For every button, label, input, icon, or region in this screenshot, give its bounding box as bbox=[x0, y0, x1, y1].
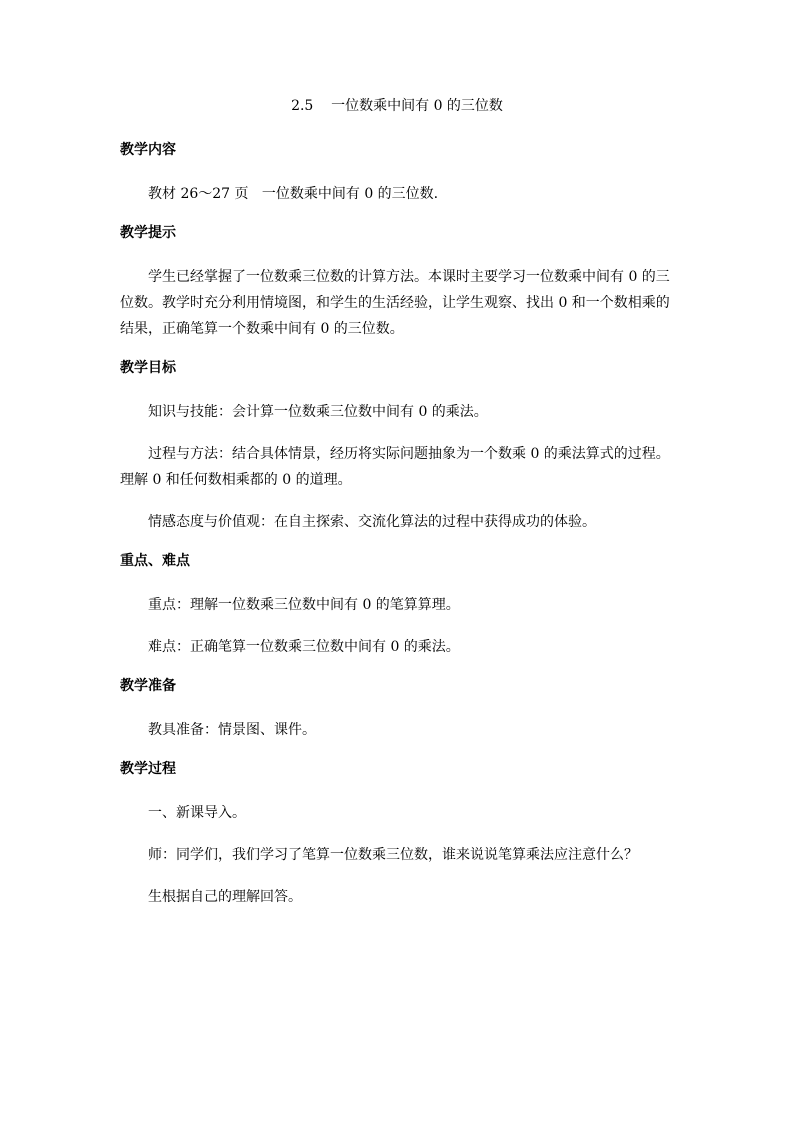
paragraph: 教具准备：情景图、课件。 bbox=[148, 722, 316, 738]
section-heading: 教学提示 bbox=[120, 225, 176, 241]
paragraph: 教材 26～27 页 一位数乘中间有 0 的三位数. bbox=[148, 186, 439, 202]
document-body bbox=[120, 140, 682, 926]
paragraph: 生根据自己的理解回答。 bbox=[148, 889, 302, 905]
paragraph: 师：同学们，我们学习了笔算一位数乘三位数，谁来说说笔算乘法应注意什么？ bbox=[148, 847, 638, 863]
paragraph: 难点：正确笔算一位数乘三位数中间有 0 的乘法。 bbox=[148, 639, 460, 655]
paragraph: 学生已经掌握了一位数乘三位数的计算方法。本课时主要学习一位数乘中间有 0 的三位数。教学时充分利用情境图，和学生的生活经验，让学生观察、找出 0 和一个数相乘的结果，正确笔算一个数乘中间有 0 的三位数。 bbox=[120, 269, 670, 337]
section-teaching-goals bbox=[120, 358, 682, 535]
paragraph: 一、新课导入。 bbox=[148, 805, 246, 821]
paragraph: 过程与方法：结合具体情景，经历将实际问题抽象为一个数乘 0 的乘法算式的过程。理解 0 和任何数相乘都的 0 的道理。 bbox=[120, 446, 670, 488]
paragraph: 知识与技能：会计算一位数乘三位数中间有 0 的乘法。 bbox=[148, 404, 488, 420]
paragraph: 重点：理解一位数乘三位数中间有 0 的笔算算理。 bbox=[148, 597, 460, 613]
section-heading: 教学内容 bbox=[120, 142, 176, 158]
section-teaching-process bbox=[120, 759, 682, 910]
section-heading: 教学目标 bbox=[120, 360, 176, 376]
section-teaching-content bbox=[120, 140, 682, 207]
paragraph: 情感态度与价值观：在自主探索、交流化算法的过程中获得成功的体验。 bbox=[148, 514, 596, 530]
section-key-points bbox=[120, 551, 682, 660]
page-title: 2.5 一位数乘中间有 0 的三位数 bbox=[291, 98, 503, 114]
section-heading: 教学准备 bbox=[120, 678, 176, 694]
section-teaching-prep bbox=[120, 676, 682, 743]
section-heading: 教学过程 bbox=[120, 761, 176, 777]
section-heading: 重点、难点 bbox=[120, 553, 190, 569]
section-teaching-tips bbox=[120, 223, 682, 342]
